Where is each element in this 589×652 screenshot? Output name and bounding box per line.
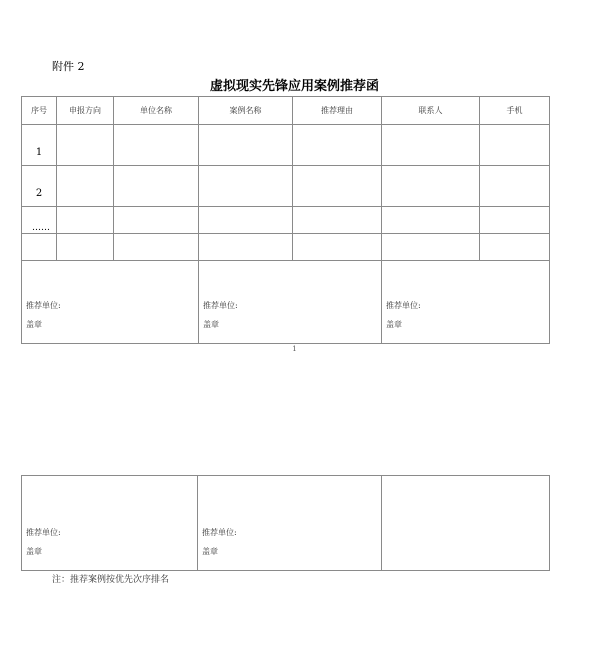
header-cell: 手机 <box>480 97 550 125</box>
row-seq: 2 <box>22 166 57 207</box>
table-cell[interactable] <box>480 166 550 207</box>
row-seq <box>22 234 57 261</box>
table-cell[interactable] <box>57 166 114 207</box>
table-cell[interactable] <box>114 234 199 261</box>
header-cell: 案例名称 <box>199 97 293 125</box>
table-cell[interactable] <box>199 207 293 234</box>
recommend-box-4[interactable] <box>22 476 198 571</box>
table-cell[interactable] <box>293 234 382 261</box>
table-cell[interactable] <box>293 125 382 166</box>
recommend-box-2[interactable] <box>199 261 382 344</box>
header-cell: 联系人 <box>382 97 480 125</box>
table-row <box>22 207 550 234</box>
recommend-unit-label: 推荐单位: <box>203 301 238 310</box>
table-cell[interactable] <box>199 125 293 166</box>
table-cell[interactable] <box>293 207 382 234</box>
recommend-table-continued <box>21 475 550 571</box>
table-cell[interactable] <box>114 125 199 166</box>
recommend-unit-label: 推荐单位: <box>26 528 61 537</box>
recommend-unit-label: 推荐单位: <box>26 301 61 310</box>
table-cell[interactable] <box>199 234 293 261</box>
recommend-box-3[interactable] <box>382 261 550 344</box>
table-cell[interactable] <box>57 125 114 166</box>
row-seq: 1 <box>22 125 57 166</box>
table-cell[interactable] <box>382 166 480 207</box>
table-cell[interactable] <box>480 234 550 261</box>
recommend-box-5[interactable] <box>198 476 382 571</box>
table-cell[interactable] <box>114 207 199 234</box>
table-cell[interactable] <box>57 234 114 261</box>
table-cell[interactable] <box>114 166 199 207</box>
table-cell[interactable] <box>199 166 293 207</box>
stamp-label: 盖章 <box>26 320 42 329</box>
attachment-label: 附件 2 <box>52 60 85 73</box>
recommend-row <box>22 261 550 344</box>
header-cell: 申报方向 <box>57 97 114 125</box>
stamp-label: 盖章 <box>202 547 218 556</box>
header-cell: 序号 <box>22 97 57 125</box>
recommend-box-1[interactable] <box>22 261 199 344</box>
row-seq: …… <box>22 207 57 234</box>
empty-box[interactable] <box>382 476 550 571</box>
table-cell[interactable] <box>382 234 480 261</box>
table-cell[interactable] <box>382 125 480 166</box>
header-cell: 单位名称 <box>114 97 199 125</box>
page-title: 虚拟现实先锋应用案例推荐函 <box>209 79 379 94</box>
stamp-label: 盖章 <box>386 320 402 329</box>
footnote: 注：推荐案例按优先次序排名 <box>52 575 170 585</box>
table-row <box>22 234 550 261</box>
table-cell[interactable] <box>480 207 550 234</box>
table-cell[interactable] <box>382 207 480 234</box>
table-row <box>22 166 550 207</box>
table-row <box>22 125 550 166</box>
stamp-label: 盖章 <box>203 320 219 329</box>
recommendation-table <box>21 96 550 344</box>
table-cell[interactable] <box>480 125 550 166</box>
stamp-label: 盖章 <box>26 547 42 556</box>
table-header-row <box>22 97 550 125</box>
recommend-unit-label: 推荐单位: <box>386 301 421 310</box>
recommend-unit-label: 推荐单位: <box>202 528 237 537</box>
table-cell[interactable] <box>57 207 114 234</box>
header-cell: 推荐理由 <box>293 97 382 125</box>
page-number: 1 <box>292 345 297 353</box>
table-cell[interactable] <box>293 166 382 207</box>
